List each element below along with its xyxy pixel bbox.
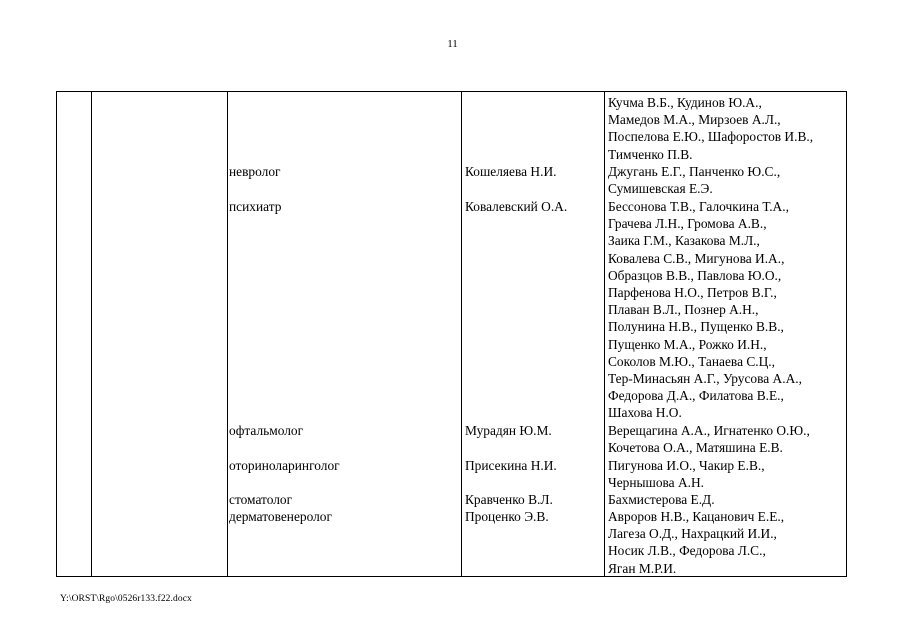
- head-psychiatrist: Ковалевский О.А.: [465, 199, 568, 214]
- column-divider-2: [227, 92, 228, 576]
- member-line: Федорова Д.А., Филатова В.Е.,: [608, 388, 784, 404]
- column-divider-3: [461, 92, 462, 576]
- column-divider-1: [91, 92, 92, 576]
- head-otolaryngologist: Присекина Н.И.: [465, 458, 557, 473]
- member-line: Авроров Н.В., Кацанович Е.Е.,: [608, 509, 785, 524]
- member-line: Чернышова А.Н.: [608, 475, 704, 491]
- member-line: Поспелова Е.Ю., Шафоростов И.В.,: [608, 129, 814, 145]
- column-divider-4: [604, 92, 605, 576]
- members-dentist: [608, 491, 715, 508]
- member-line: Яган М.Р.И.: [608, 560, 677, 576]
- specialty-otolaryngologist: оториноларинголог: [229, 458, 340, 473]
- member-line: Сумишевская Е.Э.: [608, 181, 713, 197]
- member-line: Соколов М.Ю., Танаева С.Ц.,: [608, 353, 776, 369]
- file-path-footer: Y:\ORST\Rgo\0526r133.f22.docx: [60, 594, 192, 604]
- member-line: Шахова Н.О.: [608, 405, 682, 421]
- member-line: Кочетова О.А., Матяшина Е.В.: [608, 440, 783, 456]
- members-otolaryngologist: [608, 457, 765, 491]
- member-line: Грачева Л.Н., Громова А.В.,: [608, 216, 767, 232]
- head-dentist: Кравченко В.Л.: [465, 492, 553, 507]
- member-line: Лагеза О.Д., Нахрацкий И.И.,: [608, 526, 777, 542]
- members-ophthalmologist: [608, 422, 810, 456]
- member-line: Бессонова Т.В., Галочкина Т.А.,: [608, 199, 789, 214]
- member-line: Заика Г.М., Казакова М.Л.,: [608, 233, 760, 249]
- page-number: 11: [447, 38, 458, 50]
- member-line: Парфенова Н.О., Петров В.Г.,: [608, 285, 777, 301]
- specialty-dentist: стоматолог: [229, 492, 293, 507]
- member-line: Носик Л.В., Федорова Л.С.,: [608, 543, 766, 559]
- specialty-neurologist: невролог: [229, 164, 281, 179]
- member-line: Бахмистерова Е.Д.: [608, 492, 715, 507]
- head-ophthalmologist: Мурадян Ю.М.: [465, 423, 552, 438]
- member-line: Плаван В.Л., Познер А.Н.,: [608, 302, 759, 318]
- members-psychiatrist: [608, 198, 802, 422]
- continued-members: [608, 94, 813, 163]
- member-line: Пущенко М.А., Рожко И.Н.,: [608, 336, 767, 352]
- member-line: Ковалева С.В., Мигунова И.А.,: [608, 250, 785, 266]
- specialty-dermatovenereologist: дерматовенеролог: [229, 509, 332, 524]
- member-line: Пигунова И.О., Чакир Е.В.,: [608, 458, 765, 473]
- specialists-table: [56, 91, 847, 577]
- member-line: Тимченко П.В.: [608, 146, 693, 162]
- member-line: Джугань Е.Г., Панченко Ю.С.,: [608, 164, 781, 179]
- head-neurologist: Кошеляева Н.И.: [465, 164, 557, 179]
- specialty-ophthalmologist: офтальмолог: [229, 423, 304, 438]
- member-line: Тер-Минасьян А.Г., Урусова А.А.,: [608, 371, 802, 387]
- member-line: Образцов В.В., Павлова Ю.О.,: [608, 267, 782, 283]
- members-dermatovenereologist: [608, 508, 784, 577]
- member-line: Мамедов М.А., Мирзоев А.Л.,: [608, 112, 781, 128]
- member-line: Полунина Н.В., Пущенко В.В.,: [608, 319, 784, 335]
- member-line: Верещагина А.А., Игнатенко О.Ю.,: [608, 423, 810, 438]
- member-line: Кучма В.Б., Кудинов Ю.А.,: [608, 95, 762, 110]
- head-dermatovenereologist: Проценко Э.В.: [465, 509, 549, 524]
- specialty-psychiatrist: психиатр: [229, 199, 282, 214]
- members-neurologist: [608, 163, 780, 197]
